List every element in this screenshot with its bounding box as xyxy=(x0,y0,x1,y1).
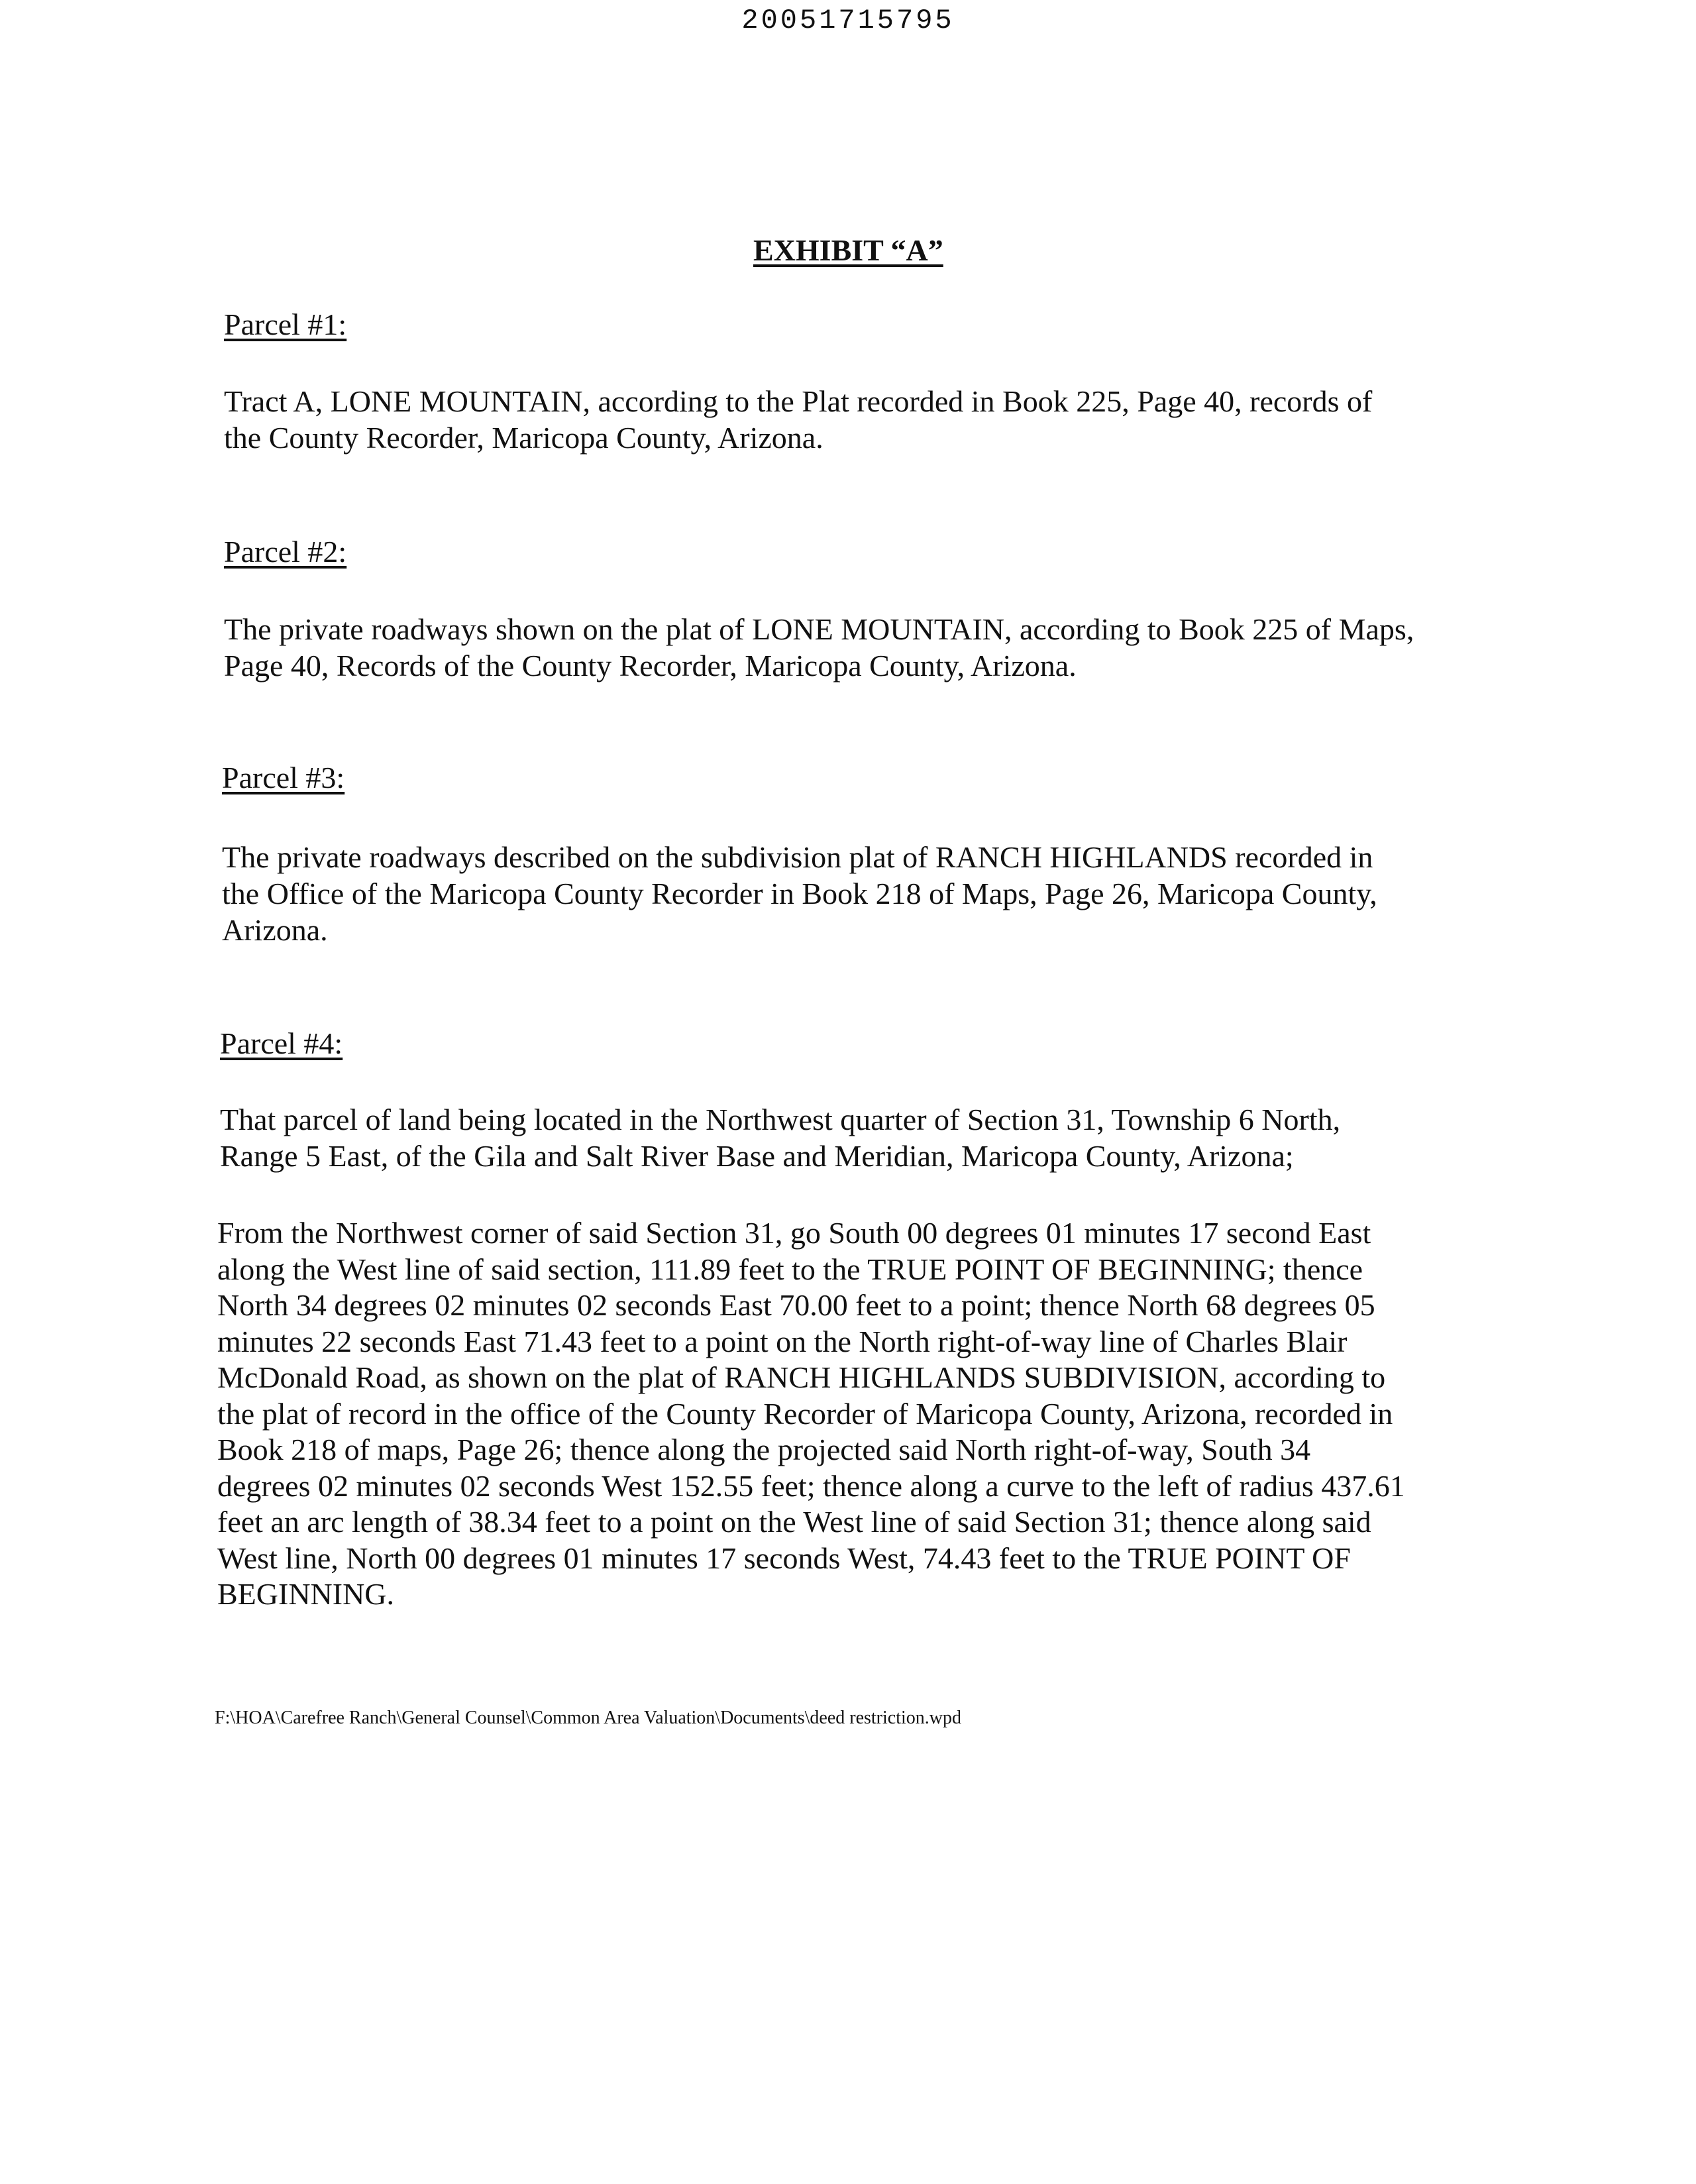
text-line: Arizona. xyxy=(222,913,328,947)
parcel-1-heading: Parcel #1: xyxy=(224,307,347,341)
parcel-3-description xyxy=(222,839,1377,948)
parcel-4-heading: Parcel #4: xyxy=(220,1026,343,1060)
text-line: From the Northwest corner of said Section 31, go South 00 degrees 01 minutes 17 second East xyxy=(217,1216,1371,1250)
text-line: minutes 22 seconds East 71.43 feet to a point on the North right-of-way line of Charles Blair xyxy=(217,1324,1348,1358)
parcel-4-location xyxy=(220,1101,1340,1174)
footer-file-path: F:\HOA\Carefree Ranch\General Counsel\Common Area Valuation\Documents\deed restriction.wpd xyxy=(215,1708,961,1728)
text-line: BEGINNING. xyxy=(217,1577,395,1611)
text-line: That parcel of land being located in the Northwest quarter of Section 31, Township 6 North, xyxy=(220,1103,1341,1136)
text-line: West line, North 00 degrees 01 minutes 17 seconds West, 74.43 feet to the TRUE POINT OF xyxy=(217,1541,1351,1575)
text-line: Book 218 of maps, Page 26; thence along the projected said North right-of-way, South 34 xyxy=(217,1433,1311,1466)
text-line: Page 40, Records of the County Recorder, Maricopa County, Arizona. xyxy=(224,649,1077,682)
parcel-2-heading: Parcel #2: xyxy=(224,535,347,569)
parcel-4-legal-description xyxy=(217,1215,1405,1613)
text-line: degrees 02 minutes 02 seconds West 152.55 feet; thence along a curve to the left of radius 437.61 xyxy=(217,1468,1405,1503)
text-line: along the West line of said section, 111.89 feet to the TRUE POINT OF BEGINNING; thence xyxy=(217,1252,1363,1286)
text-line: Tract A, LONE MOUNTAIN, according to the Plat recorded in Book 225, Page 40, records of xyxy=(224,384,1373,418)
text-line: Range 5 East, of the Gila and Salt River Base and Meridian, Maricopa County, Arizona; xyxy=(220,1139,1294,1173)
text-line: North 34 degrees 02 minutes 02 seconds East 70.00 feet to a point; thence North 68 degrees 05 xyxy=(217,1288,1375,1322)
text-line: the Office of the Maricopa County Recorder in Book 218 of Maps, Page 26, Maricopa County, xyxy=(222,877,1377,910)
parcel-2-description xyxy=(224,611,1414,684)
text-line: The private roadways shown on the plat of LONE MOUNTAIN, according to Book 225 of Maps, xyxy=(224,612,1414,646)
text-line: the County Recorder, Maricopa County, Arizona. xyxy=(224,421,823,455)
text-line: The private roadways described on the subdivision plat of RANCH HIGHLANDS recorded in xyxy=(222,840,1373,874)
text-line: feet an arc length of 38.34 feet to a point on the West line of said Section 31; thence along said xyxy=(217,1505,1371,1539)
text-line: McDonald Road, as shown on the plat of RANCH HIGHLANDS SUBDIVISION, according to xyxy=(217,1360,1386,1394)
text-line: the plat of record in the office of the County Recorder of Maricopa County, Arizona, recorded in xyxy=(217,1396,1393,1431)
parcel-3-heading: Parcel #3: xyxy=(222,761,345,794)
parcel-1-description xyxy=(224,383,1372,456)
document-number: 20051715795 xyxy=(741,5,955,36)
exhibit-title: EXHIBIT “A” xyxy=(753,233,943,267)
